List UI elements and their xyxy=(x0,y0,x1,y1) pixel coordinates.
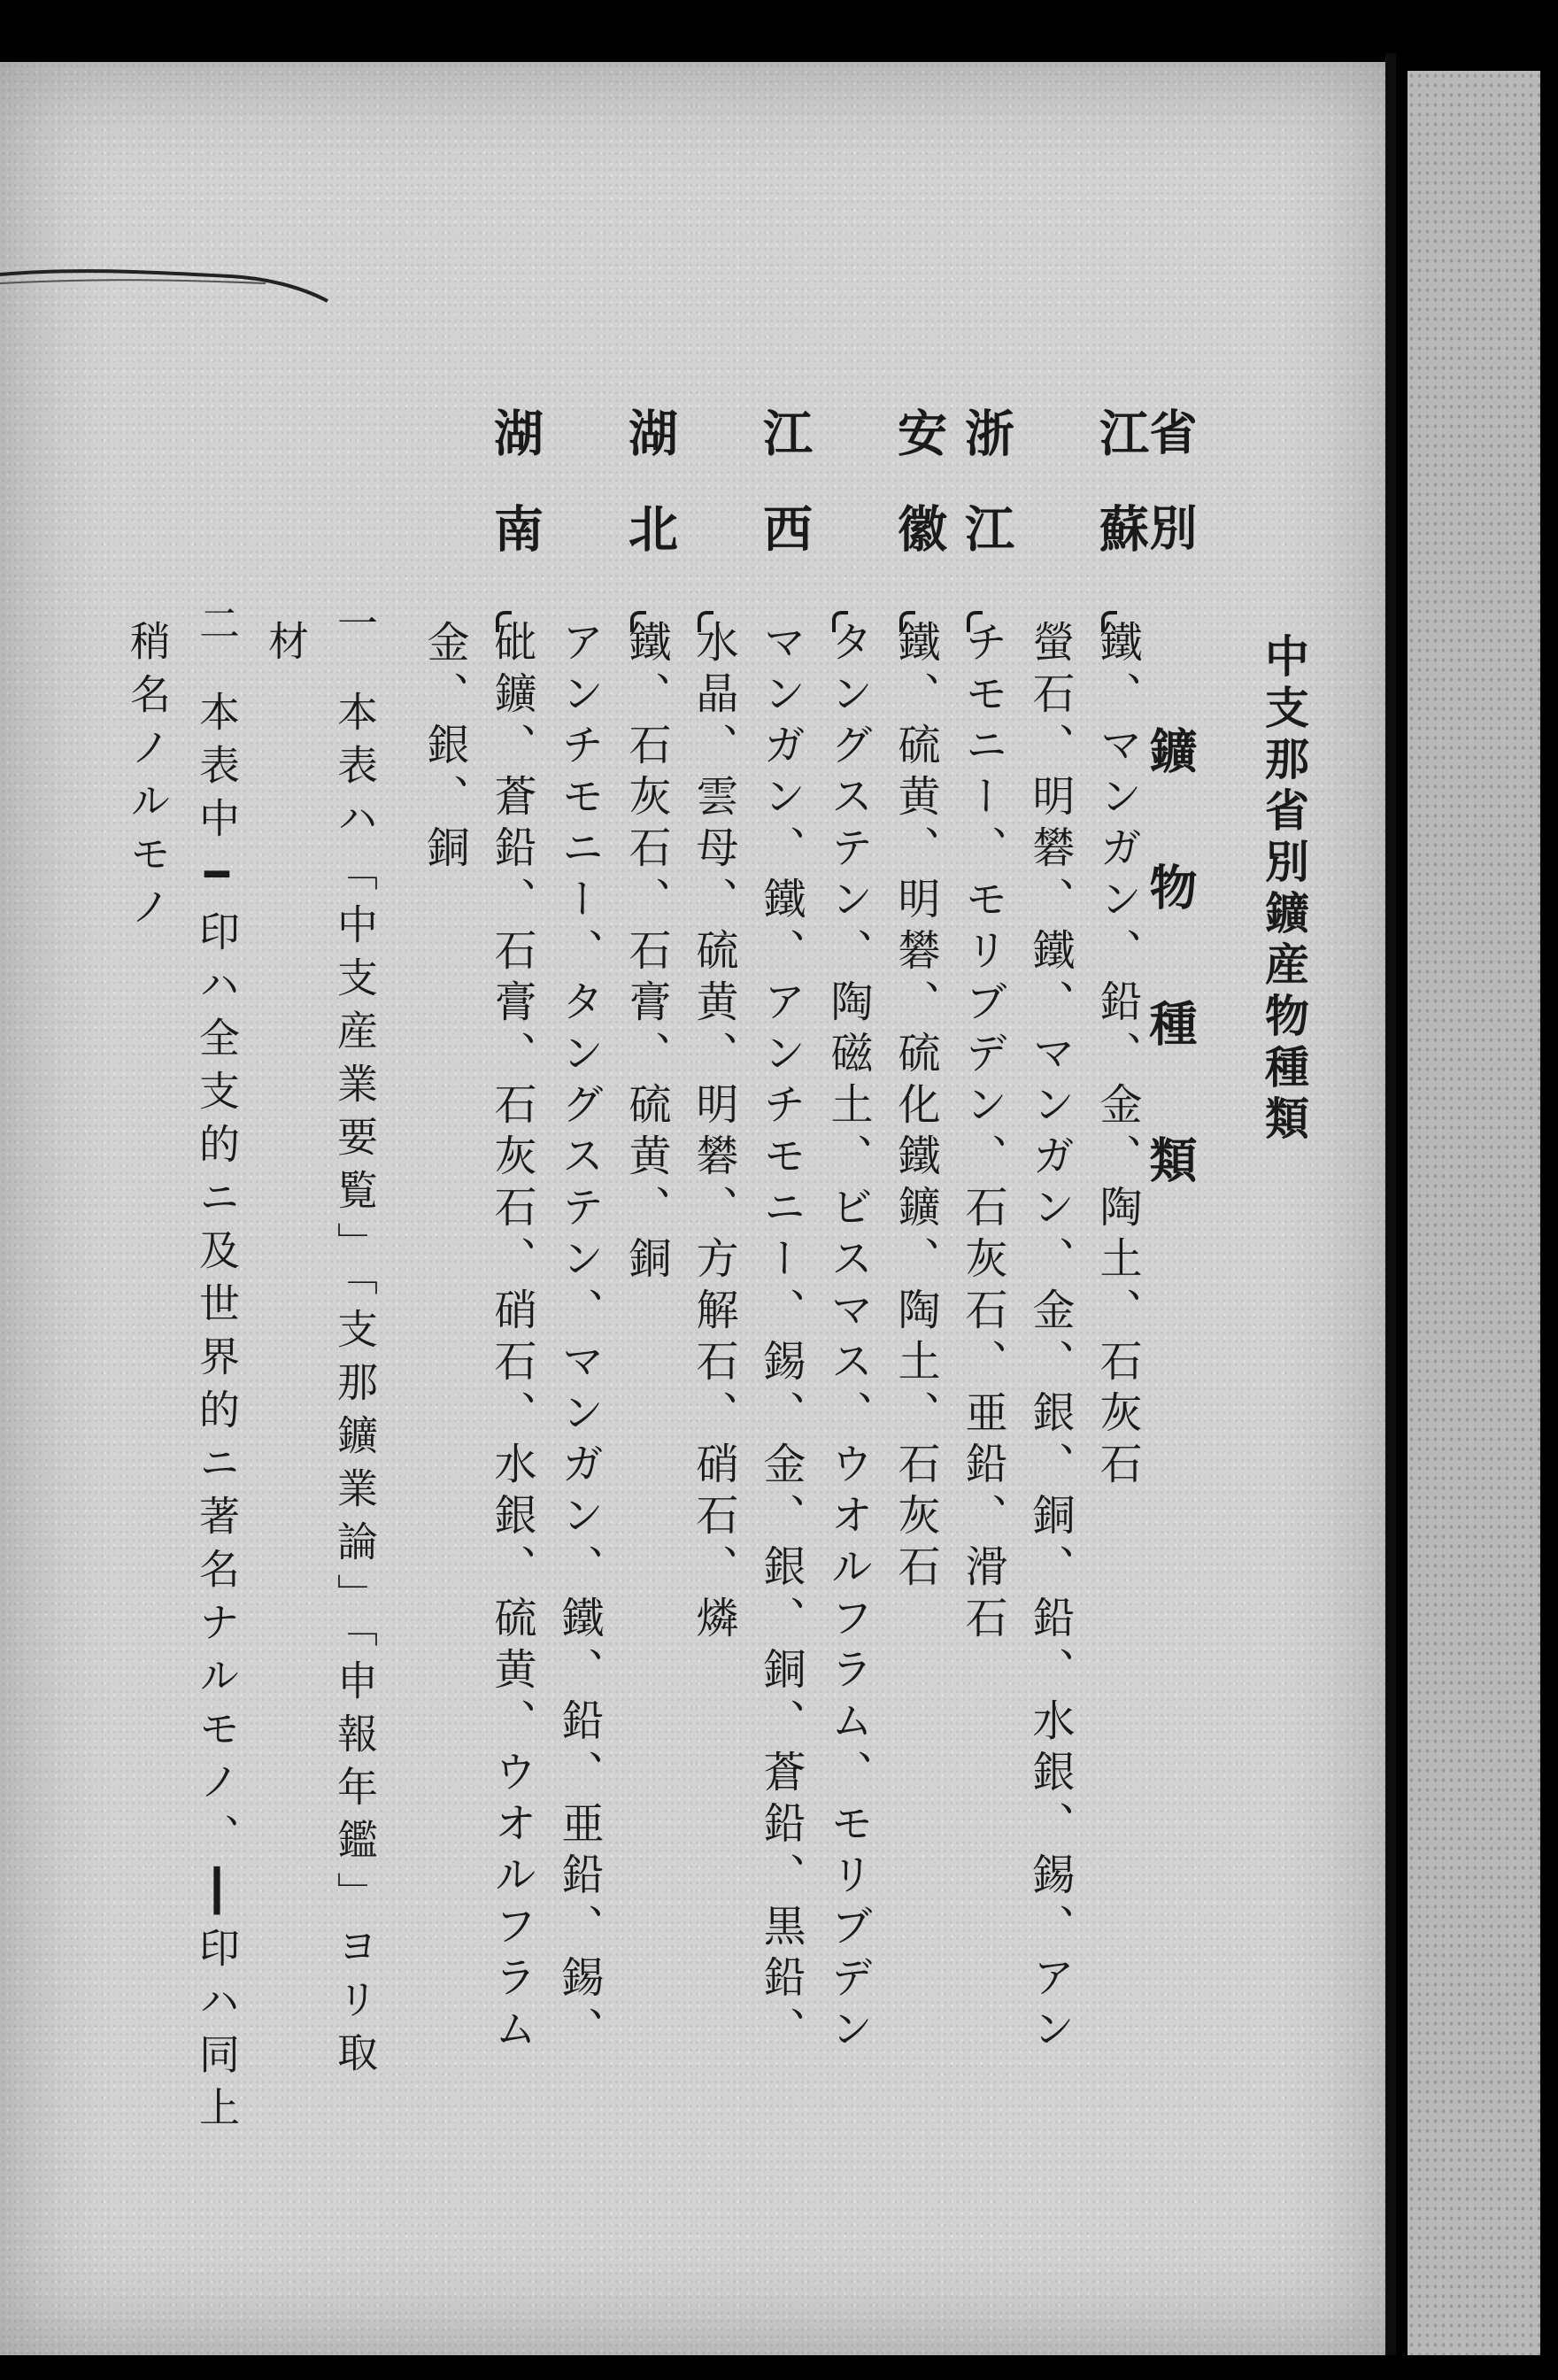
note-text: 本表中━印ハ全支的ニ及世界的ニ著名ナルモノ、┃印ハ同上 xyxy=(193,691,241,2139)
document-title: 中支那省別鑛産物種類 xyxy=(1258,633,1310,1147)
province-minerals: 鐵、石灰石、石膏、硫黄、銅 xyxy=(621,620,671,1287)
adjacent-page-edge xyxy=(1408,71,1540,2355)
province-minerals: 鐵、マンガン、鉛、金、陶土、石灰石 xyxy=(1092,620,1142,1493)
note-number: 一 xyxy=(331,602,379,655)
province-name: 江蘇 xyxy=(1091,407,1150,599)
bracket-mark xyxy=(832,611,848,632)
province-minerals: 水晶、雲母、硫黄、明礬、方解石、硝石、燐 xyxy=(689,620,738,1647)
bracket-mark xyxy=(1101,611,1117,632)
province-name: 湖南 xyxy=(486,407,544,599)
bracket-mark xyxy=(698,611,713,632)
province-minerals: タングステン、陶磁土、ビスマス、ウオルフラム、モリブデン xyxy=(823,620,873,2058)
province-minerals: 鐵、硫黄、明礬、硫化鐵鑛、陶土、石灰石 xyxy=(891,620,940,1596)
bracket-mark xyxy=(967,611,983,632)
province-name: 江西 xyxy=(755,407,814,599)
province-name: 安徽 xyxy=(890,407,948,599)
note-number: 二 xyxy=(193,602,241,655)
bracket-mark xyxy=(496,611,512,632)
province-minerals: チモニー、モリブデン、石灰石、亜鉛、滑石 xyxy=(958,620,1007,1647)
province-name: 湖北 xyxy=(621,407,679,599)
province-minerals: マンガン、鐵、アンチモニー、錫、金、銀、銅、蒼鉛、黒鉛、 xyxy=(756,620,806,2058)
province-name: 浙江 xyxy=(957,407,1015,599)
note-text: 材 xyxy=(262,620,310,673)
note-text: 稍名ノルモノ xyxy=(124,620,172,939)
bracket-mark xyxy=(630,611,646,632)
note-text: 本表ハ「中支産業要覧」「支那鑛業論」「申報年鑑」ヨリ取 xyxy=(331,691,379,2084)
province-minerals: 砒鑛、蒼鉛、石膏、石灰石、硝石、水銀、硫黄、ウオルフラム xyxy=(487,620,536,2058)
bracket-mark xyxy=(899,611,915,632)
paper-crease xyxy=(0,257,336,310)
province-minerals: 螢石、明礬、鐵、マンガン、金、銀、銅、鉛、水銀、錫、アン xyxy=(1025,620,1075,2058)
header-minerals-label: 鑛物種類 xyxy=(1142,726,1199,1271)
header-province-label: 省別 xyxy=(1142,407,1199,599)
binding-edge xyxy=(1385,53,1396,2355)
province-minerals: アンチモニー、タングステン、マンガン、鐵、鉛、亜鉛、錫、 xyxy=(554,620,604,2058)
province-minerals: 金、銀、銅 xyxy=(420,620,469,877)
